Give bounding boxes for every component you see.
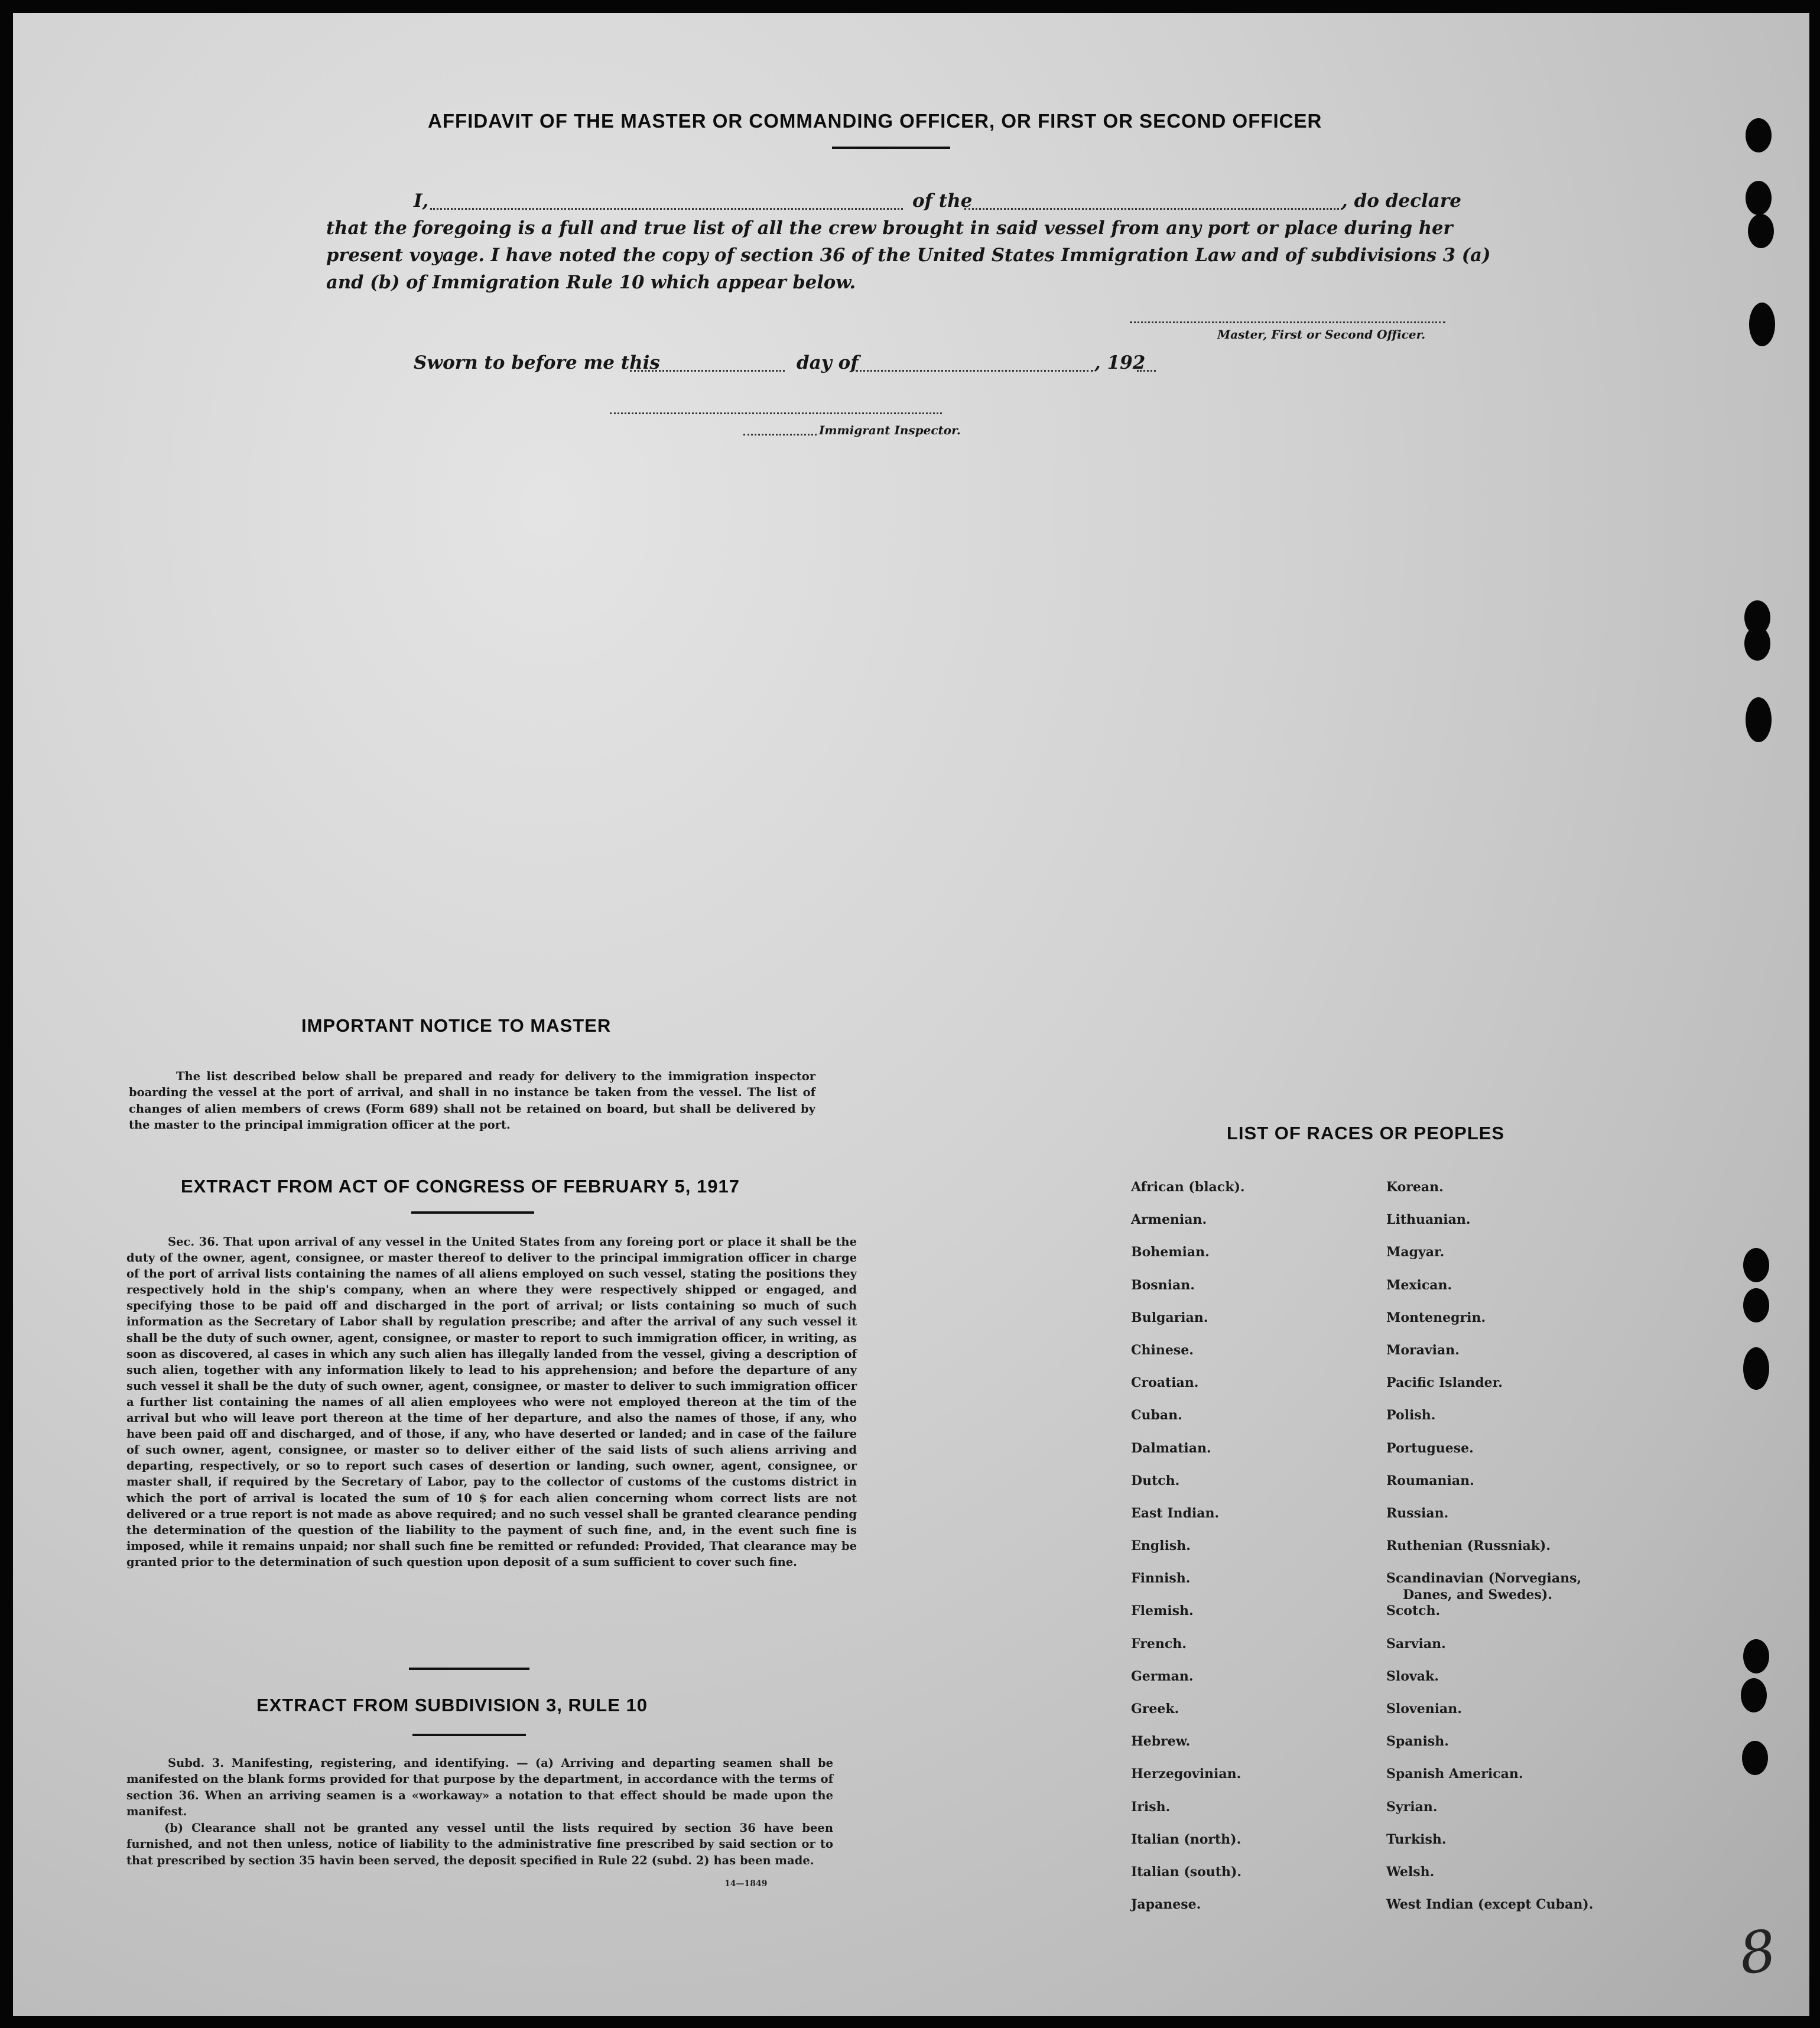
handwritten-page-number: 8 — [1735, 1917, 1780, 1988]
rule-extract-para1: Subd. 3. Manifesting, registering, and identifying. — (a) Arriving and departing seamen shall be manifested on the blank forms provided for that purpose by the department, in accordance with the terms of section 36. When an arriving seamen is a «workaway» a notation to that effect should be made upon the manifest. — [126, 1756, 833, 1818]
race-item: Scandinavian (Norvegians, — [1386, 1571, 1582, 1587]
races-title: LIST OF RACES OR PEOPLES — [1227, 1123, 1505, 1143]
scan-border-bottom — [0, 2016, 1820, 2028]
race-item: Danes, and Swedes). — [1403, 1587, 1552, 1603]
race-item: Bohemian. — [1131, 1244, 1210, 1260]
scan-border-left — [0, 0, 13, 2028]
race-item: East Indian. — [1131, 1505, 1220, 1521]
act-extract-title: EXTRACT FROM ACT OF CONGRESS OF FEBRUARY 5, 1917 — [181, 1176, 740, 1197]
race-item: Sarvian. — [1386, 1636, 1446, 1652]
race-item: Slovak. — [1386, 1668, 1439, 1684]
inspector-name-dots — [743, 434, 817, 436]
race-item: Ruthenian (Russniak). — [1386, 1538, 1551, 1554]
sworn-prefix: Sworn to before me this — [414, 352, 660, 373]
race-item: West Indian (except Cuban). — [1386, 1897, 1594, 1913]
race-item: Italian (north). — [1131, 1831, 1242, 1847]
race-item: Herzegovinian. — [1131, 1766, 1242, 1782]
race-item: Roumanian. — [1386, 1473, 1474, 1488]
rule-extract-title-rule — [412, 1734, 526, 1736]
race-item: Hebrew. — [1131, 1734, 1191, 1750]
master-signature-line — [1130, 321, 1445, 323]
punch-hole — [1749, 303, 1775, 346]
race-item: Scotch. — [1386, 1603, 1441, 1619]
race-item: Turkish. — [1386, 1831, 1447, 1847]
affidavit-line1-suffix: , do declare — [1341, 190, 1461, 212]
notice-title: IMPORTANT NOTICE TO MASTER — [301, 1015, 612, 1036]
race-item: Mexican. — [1386, 1277, 1452, 1293]
race-item: Dutch. — [1131, 1473, 1180, 1488]
race-item: German. — [1131, 1668, 1194, 1684]
race-item: Japanese. — [1131, 1897, 1201, 1913]
rule-extract-top-rule — [409, 1668, 529, 1670]
master-signature-label: Master, First or Second Officer. — [1217, 327, 1426, 342]
notice-text: The list described below shall be prepared and ready for delivery to the immigration inspector boarding the vessel at the port of arrival, and shall in no instance be taken from the vessel. The list of changes of alien members of crews (Form 689) shall not be retained on board, but shall be delivered by the master to the principal immigration officer at the port. — [129, 1070, 815, 1132]
vessel-name-field — [964, 208, 1343, 210]
punch-hole — [1743, 1248, 1769, 1282]
races-left-column — [1131, 1179, 1245, 1929]
punch-hole — [1742, 1741, 1768, 1775]
race-item: Slovenian. — [1386, 1701, 1462, 1717]
affidavit-line3: present voyage. I have noted the copy of section 36 of the United States Immigration Law and of subdivisions 3 (a) — [326, 245, 1491, 266]
race-item: Finnish. — [1131, 1571, 1191, 1587]
race-item: French. — [1131, 1636, 1187, 1652]
sworn-month-field — [856, 370, 1093, 372]
sworn-year-field — [1137, 370, 1156, 372]
sworn-day-field — [630, 370, 785, 372]
race-item: Bosnian. — [1131, 1277, 1195, 1293]
race-item: Russian. — [1386, 1505, 1449, 1521]
punch-hole — [1746, 181, 1772, 215]
races-right-column — [1386, 1179, 1593, 1929]
race-item: Bulgarian. — [1131, 1309, 1208, 1325]
race-item: African (black). — [1131, 1179, 1245, 1195]
race-item: Montenegrin. — [1386, 1309, 1486, 1325]
race-item: Spanish American. — [1386, 1766, 1523, 1782]
inspector-label: Immigrant Inspector. — [819, 423, 961, 437]
sworn-day-label: day of — [797, 352, 859, 373]
form-number: 14—1849 — [724, 1879, 768, 1889]
punch-hole — [1743, 1288, 1769, 1322]
scan-border-right — [1809, 0, 1820, 2028]
race-item: Welsh. — [1386, 1864, 1435, 1880]
race-item: Pacific Islander. — [1386, 1375, 1503, 1391]
affidavit-title: AFFIDAVIT OF THE MASTER OR COMMANDING OFFICER, OR FIRST OR SECOND OFFICER — [428, 110, 1322, 132]
race-item: Magyar. — [1386, 1244, 1445, 1260]
punch-hole — [1741, 1678, 1767, 1712]
race-item: Croatian. — [1131, 1375, 1199, 1391]
inspector-signature-line — [610, 412, 942, 414]
act-extract-text: Sec. 36. That upon arrival of any vessel in the United States from any foreing port or place it shall be the duty of the owner, agent, consignee, or master thereof to deliver to the principal immigration officer in charge of the port of arrival lists containing the names of all aliens employed on such vessel, stating the positions they respectively hold in the ship's company, when an where they were respectively shipped or engaged, and specifying those to be paid off and discharged in the port of arrival; or lists containing so much of such information as the Secretary of Labor shall by regulation prescribe; and after the arrival of any such vessel it shall be the duty of such owner, agent, consignee, or master to report to such immigration officer, in writing, as soon as discovered, al cases in which any such alien has illegally landed from the vessel, giving a description of such alien, together with any information likely to lead to his apprehension; and before the departure of any such vessel it shall be the duty of such owner, agent, consignee, or master to deliver to such immigration officer a further list containing the names of all alien employees who were not employed thereon at the tim of the arrival but who will leave port thereon at the time of her departure, and also the names of those, if any, who have been paid off and discharged, and of those, if any, who have deserted or landed; and in case of the failure of such owner, agent, consignee, or master so to deliver either of the said lists of such aliens arriving and departing, respectively, or so to report such cases of desertion or landing, such owner, agent, consignee, or master shall, if required by the Secretary of Labor, pay to the collector of customs of the customs district in which the port of arrival is located the sum of 10 $ for each alien concerning whom correct lists are not delivered or a true report is not made as above required; and no such vessel shall be granted clearance pending the determination of the question of the liability to the payment of such fine, and, in the event such fine is imposed, while it remains unpaid; nor shall such fine be remitted or refunded: Provided, That clearance may be granted prior to the determination of such question upon deposit of a sum sufficient to cover such fine. — [126, 1235, 857, 1569]
master-name-field — [430, 208, 903, 210]
punch-hole — [1743, 1639, 1769, 1673]
race-item: Dalmatian. — [1131, 1440, 1211, 1456]
punch-hole — [1748, 214, 1774, 248]
rule-extract-para2: (b) Clearance shall not be granted any vessel until the lists required by section 36 have been furnished, and not then unless, notice of liability to the administrative fine prescribed by said section or to that prescribed by section 35 havin been served, the deposit specified in Rule 22 (subd. 2) has been made. — [126, 1821, 833, 1867]
affidavit-line1-middle: of the — [912, 190, 973, 212]
race-item: Cuban. — [1131, 1408, 1182, 1424]
punch-hole — [1743, 1347, 1769, 1390]
race-item: Irish. — [1131, 1799, 1171, 1815]
race-item: Flemish. — [1131, 1603, 1194, 1619]
race-item: Lithuanian. — [1386, 1212, 1471, 1228]
race-item: Chinese. — [1131, 1342, 1194, 1358]
scan-border-top — [0, 0, 1820, 13]
sworn-year-label: , 192 — [1094, 352, 1146, 373]
race-item: English. — [1131, 1538, 1191, 1554]
race-item: Italian (south). — [1131, 1864, 1242, 1880]
race-item: Armenian. — [1131, 1212, 1207, 1228]
punch-hole — [1744, 626, 1770, 661]
affidavit-line2: that the foregoing is a full and true list of all the crew brought in said vessel from any port or place during her — [326, 217, 1453, 239]
race-item: Syrian. — [1386, 1799, 1438, 1815]
punch-hole — [1746, 697, 1772, 742]
affidavit-line4: and (b) of Immigration Rule 10 which appear below. — [326, 272, 856, 293]
rule-extract-title: EXTRACT FROM SUBDIVISION 3, RULE 10 — [256, 1695, 648, 1715]
race-item: Korean. — [1386, 1179, 1444, 1195]
race-item: Portuguese. — [1386, 1440, 1474, 1456]
race-item: Moravian. — [1386, 1342, 1460, 1358]
race-item: Spanish. — [1386, 1734, 1449, 1750]
race-item: Polish. — [1386, 1408, 1436, 1424]
act-extract-title-rule — [411, 1211, 534, 1214]
punch-hole — [1746, 118, 1772, 152]
affidavit-title-rule — [832, 147, 950, 149]
affidavit-line1-prefix: I, — [414, 190, 429, 212]
race-item: Greek. — [1131, 1701, 1179, 1717]
